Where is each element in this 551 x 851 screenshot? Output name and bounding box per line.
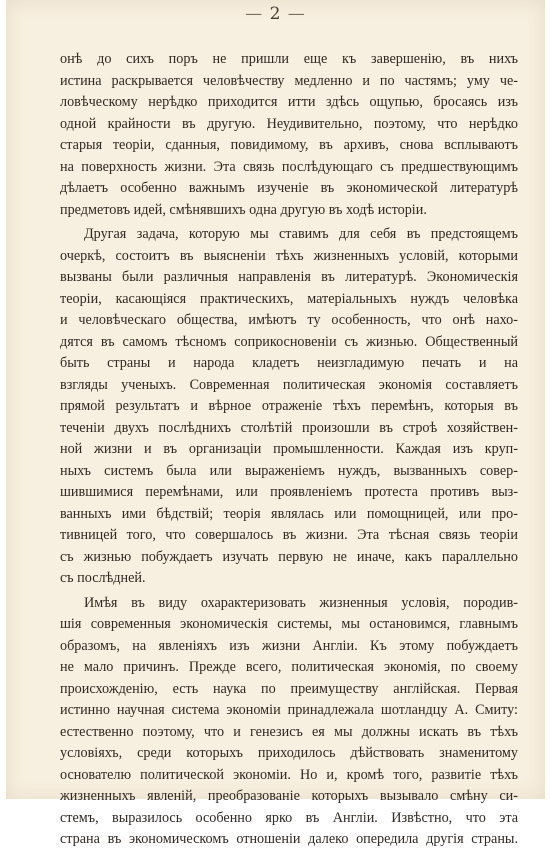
paragraph [60, 49, 518, 221]
text-line: ловѣческому нерѣдко приходится итти здѣсь ощупью, бросаясь изъ [60, 94, 518, 110]
text-line: ной жизни и въ организаціи промышленности. Каждая изъ круп- [60, 441, 518, 457]
book-page [6, 0, 545, 847]
text-line: очеркѣ, состоитъ въ выясненіи тѣхъ жизненныхъ условій, которыми [60, 247, 518, 264]
text-line: теоріи, касающіяся практическихъ, матеріальныхъ нуждъ человѣка [60, 290, 518, 307]
page-number-dash-left: — [245, 4, 270, 24]
text-line: истинно научная система экономіи принадлежала шотландцу А. Смиту: [60, 702, 518, 718]
body-text [60, 49, 518, 851]
text-line: дѣлаетъ особенно важнымъ изученіе въ экономической литературѣ [60, 180, 518, 196]
text-line: ныхъ системъ была или выраженіемъ нуждъ, вызванныхъ совер- [60, 462, 518, 479]
paragraph [60, 593, 518, 851]
text-line: прямой результатъ и вѣрное отраженіе тѣхъ перемѣнъ, которыя въ [60, 398, 518, 414]
text-line: истина раскрывается человѣчеству медленно и по частямъ; уму че- [60, 72, 518, 89]
text-line: шившимися перемѣнами, или проявленіемъ протеста противъ выз- [60, 484, 518, 500]
text-line: теченіи двухъ послѣднихъ столѣтій произошли въ строѣ хозяйствен- [60, 419, 518, 436]
text-line: съ послѣдней. [60, 570, 146, 586]
text-line: онѣ до сихъ поръ не пришли еще къ завершенію, въ нихъ [60, 51, 518, 67]
text-line: съ жизнью побуждаетъ изучать первую не иначе, какъ параллельно [60, 548, 518, 565]
text-line: условіяхъ, среди которыхъ приходилось дѣйствовать знаменитому [60, 745, 518, 761]
text-line: основателю политической экономіи. Но и, кромѣ того, развитіе тѣхъ [60, 766, 518, 783]
text-line: взгляды ученыхъ. Современная политическая экономія составляетъ [60, 376, 518, 393]
text-line: жизненныхъ явленій, преобразованіе которыхъ вызывало смѣну си- [60, 788, 518, 804]
text-line: Другая задача, которую мы ставимъ для себя въ предстоящемъ [84, 226, 518, 242]
paragraph [60, 224, 518, 590]
text-line: и человѣческаго общества, имѣютъ ту особенность, что онѣ нахо- [60, 312, 518, 328]
text-line: одной крайности въ другую. Неудивительно, поэтому, что нерѣдко [60, 115, 518, 132]
text-line: предметовъ идей, смѣнявшихъ одна другую въ ходѣ исторіи. [60, 201, 427, 218]
text-line: старыя теоріи, сданныя, повидимому, въ архивъ, снова всплываютъ [60, 137, 518, 153]
text-line: естественно поэтому, что и генезисъ ея мы должны искать въ тѣхъ [60, 723, 518, 740]
page-number [6, 4, 545, 24]
text-line: не мало причинъ. Прежде всего, политическая экономія, по своему [60, 659, 518, 675]
page-number-value: 2 [269, 4, 282, 24]
text-line: дятся въ самомъ тѣсномъ соприкосновеніи съ жизнью. Общественный [60, 333, 518, 350]
text-line: ванныхъ ими бѣдствій; теорія являлась или помощницей, или про- [60, 505, 518, 522]
text-line: тивницей того, что совершалось въ жизни. Эта тѣсная связь теоріи [60, 527, 518, 543]
text-line: Имѣя въ виду охарактеризовать жизненныя условія, породив- [84, 594, 518, 611]
text-line: на поверхность жизни. Эта связь послѣдующаго съ предшествующимъ [60, 158, 518, 175]
text-line: стемъ, выразилось особенно ярко въ Англіи. Извѣстно, что эта [60, 809, 518, 826]
text-line: вызваны были различныя направленія въ литературѣ. Экономическія [60, 269, 518, 285]
text-line: происхожденію, есть наука по преимуществу англійская. Первая [60, 680, 518, 697]
text-line: шія современныя экономическія системы, мы остановимся, главнымъ [60, 616, 518, 632]
text-line: быть страны и народа кладетъ неизгладимую печать и на [60, 355, 518, 371]
text-line: страна въ экономическомъ отношеніи далеко опередила другія страны. [60, 831, 518, 847]
page-number-dash-right: — [281, 4, 306, 24]
text-line: образомъ, на явленіяхъ изъ жизни Англіи. Къ этому побуждаетъ [60, 637, 518, 654]
